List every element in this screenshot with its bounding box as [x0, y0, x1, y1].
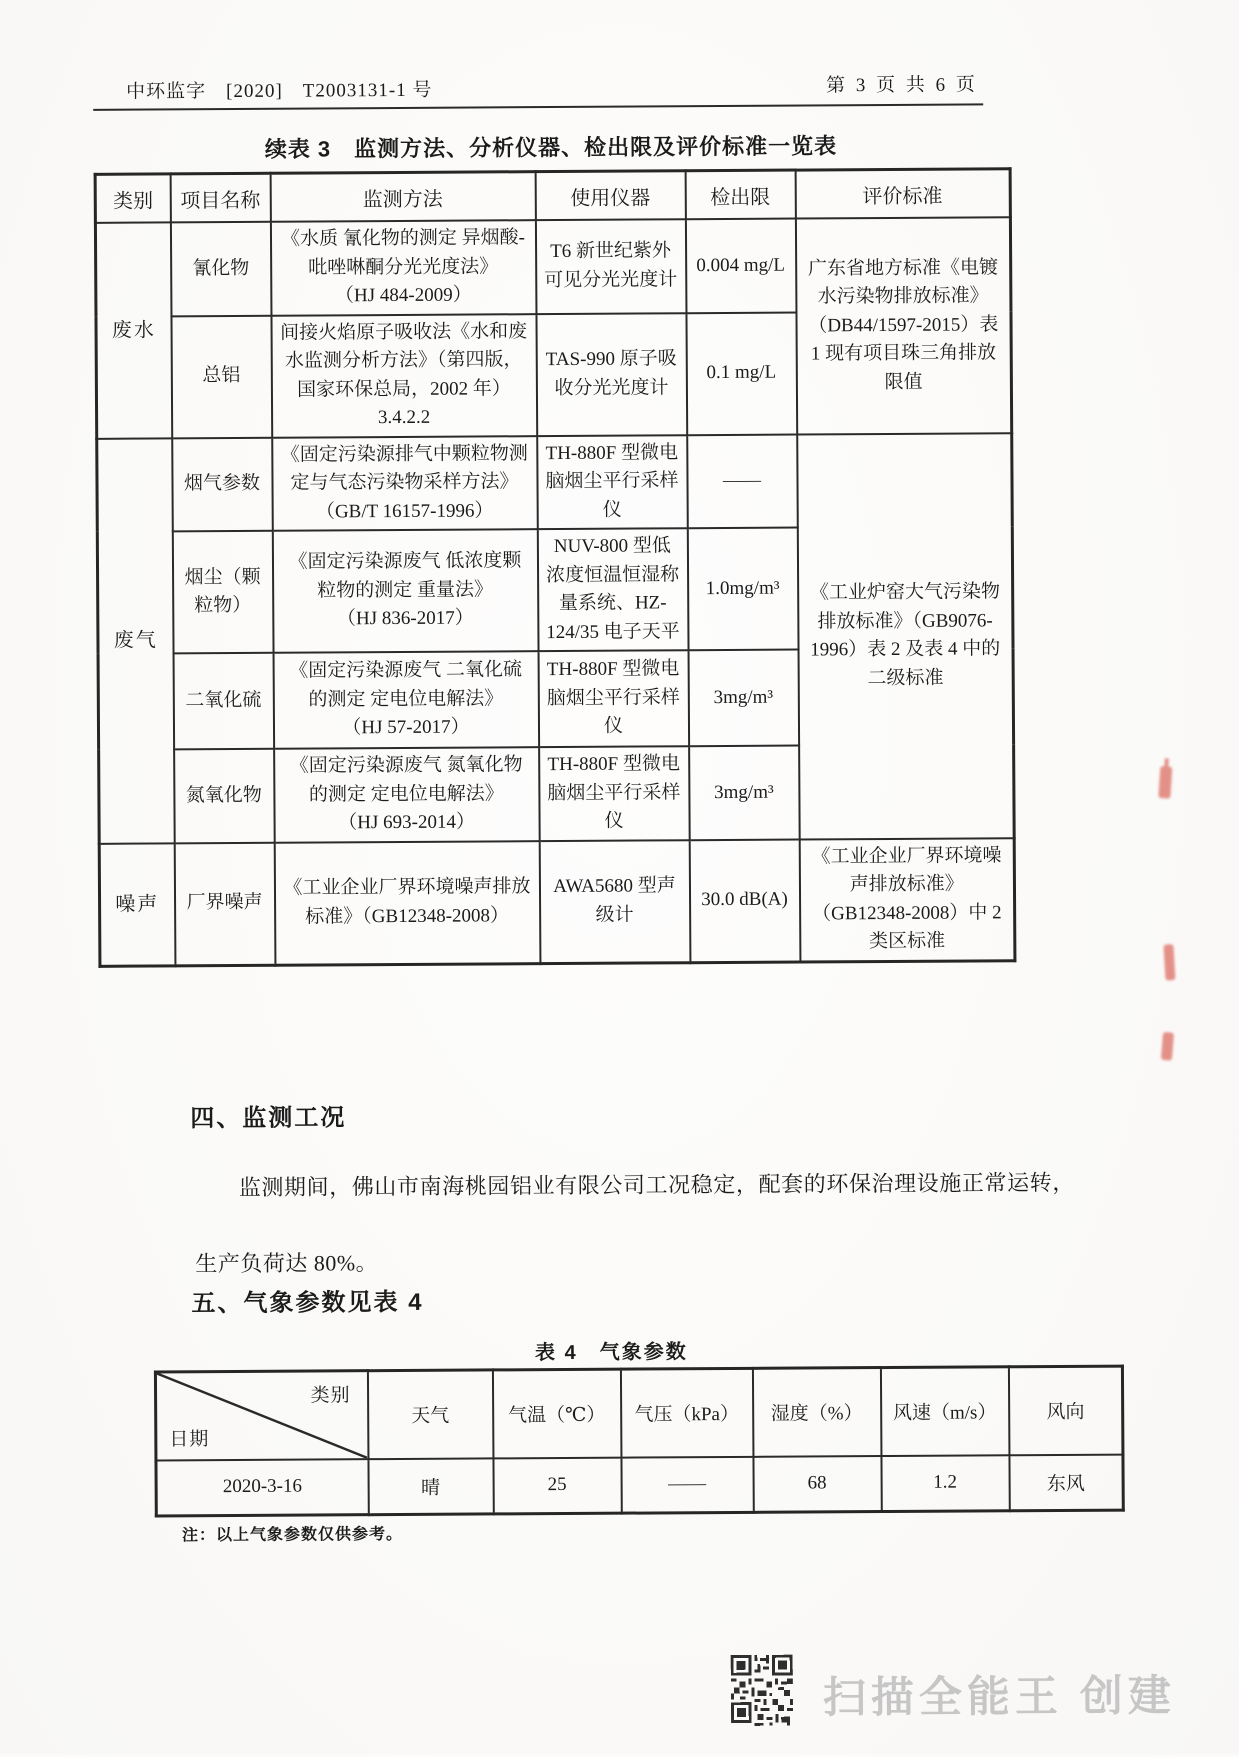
temperature-cell: 25 — [493, 1457, 621, 1514]
method-text: 间接火焰原子吸收法《水和废水监测分析方法》（第四版，国家环保总局，2002 年）3.4.2.2 — [280, 320, 528, 429]
page-number: 第 3 页 共 6 页 — [826, 74, 978, 97]
item-cell: 氮氧化物 — [174, 749, 275, 843]
camscanner-watermark: 扫描全能王 创建 — [822, 1672, 1177, 1723]
category-wastewater: 废水 — [95, 222, 171, 438]
table4-note: 注：以上气象参数仅供参考。 — [181, 1525, 403, 1545]
col-header-pressure: 气压（kPa） — [620, 1368, 753, 1457]
category-wastegas: 废气 — [97, 438, 174, 843]
method-text: 《水质 氰化物的测定 异烟酸-吡唑啉酮分光光度法》 — [281, 227, 525, 279]
table4-data-row — [156, 1454, 1123, 1516]
item-cell: 氰化物 — [170, 222, 271, 316]
col-header-item: 项目名称 — [170, 173, 270, 222]
col-header-instrument: 使用仪器 — [535, 171, 685, 220]
method-cell — [271, 314, 537, 438]
instrument-cell: T6 新世纪紫外可见分光光度计 — [535, 219, 686, 313]
wind-direction-cell: 东风 — [1009, 1454, 1123, 1511]
method-text: 《固定污染源排气中颗粒物测定与气态污染物采样方法》 — [280, 442, 528, 494]
item-cell: 二氧化硫 — [173, 653, 274, 750]
item-cell: 烟气参数 — [172, 437, 273, 531]
method-cell — [270, 220, 536, 315]
instrument-cell: AWA5680 型声级计 — [539, 840, 690, 963]
header-rule — [93, 103, 983, 110]
method-code — [283, 930, 532, 932]
category-noise: 噪声 — [99, 843, 175, 966]
date-cell: 2020-3-16 — [156, 1459, 368, 1516]
table-row — [99, 838, 1015, 966]
standard-cell-wastewater: 广东省地方标准《电镀水污染物排放标准》（DB44/1597-2015）表 1 现有项目珠三角排放限值 — [795, 217, 1011, 434]
method-code: （GB/T 16157-1996） — [315, 499, 494, 522]
method-cell — [274, 747, 540, 842]
method-text: 《工业企业厂界环境噪声排放标准》（GB12348-2008） — [283, 876, 531, 928]
limit-cell: 3mg/m³ — [688, 650, 799, 747]
col-header-category: 类别 — [95, 174, 170, 223]
table4-header-row — [155, 1366, 1123, 1460]
table-row — [95, 217, 1011, 316]
wind-speed-cell: 1.2 — [881, 1455, 1009, 1512]
limit-cell: —— — [687, 434, 798, 528]
limit-cell: 3mg/m³ — [689, 746, 800, 840]
limit-cell: 30.0 dB(A) — [689, 839, 800, 962]
col-header-limit: 检出限 — [685, 170, 795, 219]
col-header-method: 监测方法 — [270, 172, 535, 222]
method-text: 《固定污染源废气 氮氧化物的测定 定电位电解法》 — [289, 754, 523, 806]
pressure-cell: —— — [621, 1456, 753, 1513]
method-code — [280, 432, 529, 434]
weather-parameters-table — [154, 1365, 1125, 1518]
method-code: （HJ 57-2017） — [342, 716, 470, 739]
method-code: （HJ 836-2017） — [336, 607, 474, 630]
standard-cell-wastegas: 《工业炉窑大气污染物排放标准》（GB9076-1996）表 2 及表 4 中的二级标准 — [797, 433, 1014, 839]
method-cell — [272, 436, 538, 531]
col-header-wind-speed: 风速（m/s） — [880, 1367, 1009, 1456]
corner-label-category: 类别 — [310, 1385, 351, 1407]
method-code: （HJ 484-2009） — [334, 284, 472, 307]
item-cell: 厂界噪声 — [174, 842, 275, 965]
monitoring-methods-table — [94, 167, 1017, 967]
method-cell — [273, 651, 539, 749]
table3-title: 续表 3 监测方法、分析仪器、检出限及评价标准一览表 — [264, 133, 838, 162]
corner-label-date: 日期 — [169, 1428, 210, 1450]
standard-cell-noise: 《工业企业厂界环境噪声排放标准》（GB12348-2008）中 2 类区标准 — [799, 838, 1015, 962]
red-ink-mark — [1158, 766, 1172, 799]
method-text: 《固定污染源废气 低浓度颗粒物的测定 重量法》 — [288, 550, 522, 602]
col-header-temperature: 气温（℃） — [492, 1369, 621, 1458]
limit-cell: 1.0mg/m³ — [687, 528, 798, 651]
section5-heading: 五、气象参数见表 4 — [191, 1288, 424, 1318]
instrument-cell: NUV-800 型低浓度恒温恒湿称量系统、HZ-124/35 电子天平 — [537, 528, 688, 651]
limit-cell: 0.004 mg/L — [685, 219, 796, 313]
section4-paragraph: 监测期间，佛山市南海桃园铝业有限公司工况稳定，配套的环保治理设施正常运转，生产负荷达 80%。 — [195, 1169, 1075, 1277]
col-header-weather: 天气 — [367, 1370, 493, 1459]
red-ink-mark — [1161, 1032, 1174, 1061]
section4-heading: 四、监测工况 — [190, 1104, 347, 1133]
method-text: 《固定污染源废气 二氧化硫的测定 定电位电解法》 — [289, 659, 523, 711]
method-code: （HJ 693-2014） — [338, 811, 475, 834]
table4-title: 表 4 气象参数 — [534, 1341, 688, 1365]
instrument-cell: TH-880F 型微电脑烟尘平行采样仪 — [538, 650, 689, 747]
red-ink-mark — [1163, 944, 1175, 981]
method-cell — [274, 841, 540, 965]
humidity-cell: 68 — [753, 1456, 881, 1513]
col-header-standard: 评价标准 — [795, 169, 1010, 219]
instrument-cell: TH-880F 型微电脑烟尘平行采样仪 — [537, 435, 688, 529]
document-number: 中环监字 [2020] T2003131-1 号 — [126, 79, 433, 103]
instrument-cell: TH-880F 型微电脑烟尘平行采样仪 — [539, 746, 690, 840]
item-cell: 总铝 — [171, 315, 272, 438]
qr-code-icon — [731, 1655, 793, 1729]
table-row — [97, 433, 1013, 532]
weather-cell: 晴 — [368, 1458, 493, 1515]
limit-cell: 0.1 mg/L — [686, 312, 797, 435]
corner-header-cell — [155, 1371, 368, 1460]
table3-header-row — [95, 169, 1010, 223]
col-header-humidity: 湿度（%） — [752, 1368, 881, 1457]
instrument-cell: TAS-990 原子吸收分光光度计 — [536, 313, 687, 436]
method-cell — [272, 529, 538, 653]
item-cell: 烟尘（颗粒物） — [172, 531, 273, 654]
col-header-wind-direction: 风向 — [1008, 1366, 1123, 1455]
